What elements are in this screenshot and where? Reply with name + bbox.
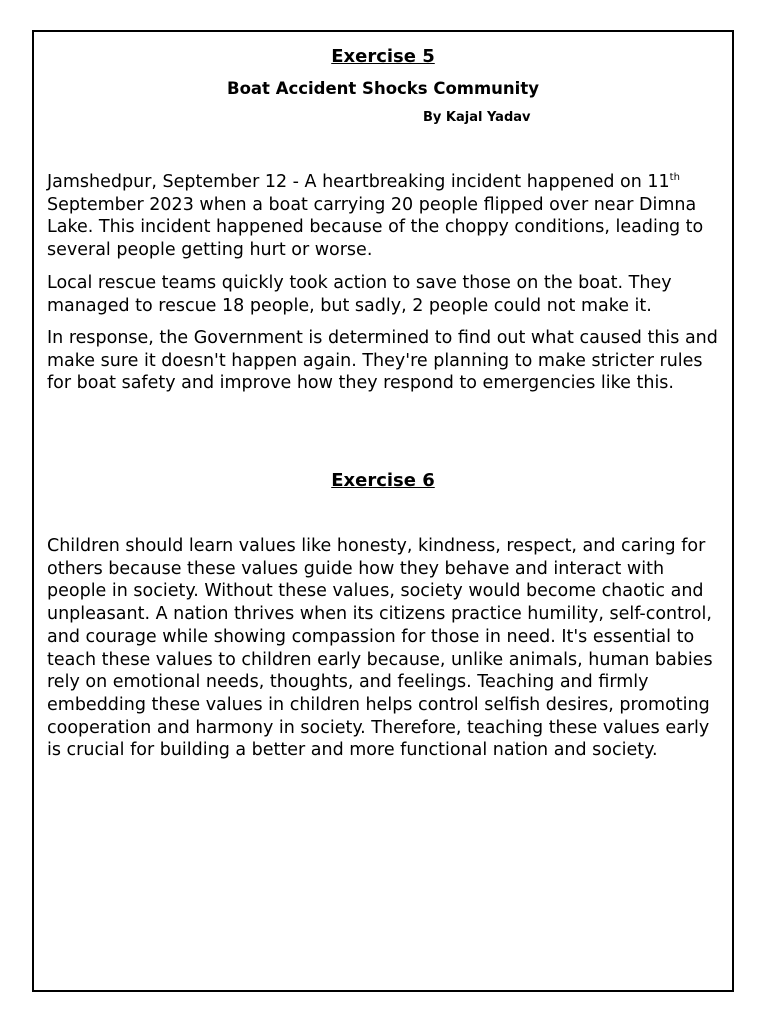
article-headline: Boat Accident Shocks Community [227,79,539,98]
article-paragraph-3: In response, the Government is determined to find out what caused this and make sure it doesn't happen again. They're planning to make stricter rules for boat safety and improve how they respond to emergencies like this. [47,328,718,394]
exercise-5-heading: Exercise 5 [331,46,435,67]
article-byline: By Kajal Yadav [423,110,531,125]
ordinal-suffix: th [669,172,680,183]
page-border [32,30,734,992]
article-paragraph-1-start: Jamshedpur, September 12 - A heartbreaking incident happened on 11 [47,172,670,192]
article-paragraph-1-end: September 2023 when a boat carrying 20 people flipped over near Dimna Lake. This incident happened because of the choppy conditions, leading to several people getting hurt or worse. [47,194,704,261]
article-paragraph-2: Local rescue teams quickly took action to save those on the boat. They managed to rescue 18 people, but sadly, 2 people could not make it. [47,273,672,316]
article-paragraph-1 [47,171,723,262]
essay-paragraph: Children should learn values like honesty, kindness, respect, and caring for others because these values guide how they behave and interact with people in society. Without these values, society would become chaotic and unpleasant. A nation thrives when its citizens practice humility, self-control, and courage while showing compassion for those in need. It's essential to teach these values to children early because, unlike animals, human babies rely on emotional needs, thoughts, and feelings. Teaching and firmly embedding these values in children helps control selfish desires, promoting cooperation and harmony in society. Therefore, teaching these values early is crucial for building a better and more functional nation and society. [47,536,713,761]
exercise-6-heading: Exercise 6 [331,470,435,491]
